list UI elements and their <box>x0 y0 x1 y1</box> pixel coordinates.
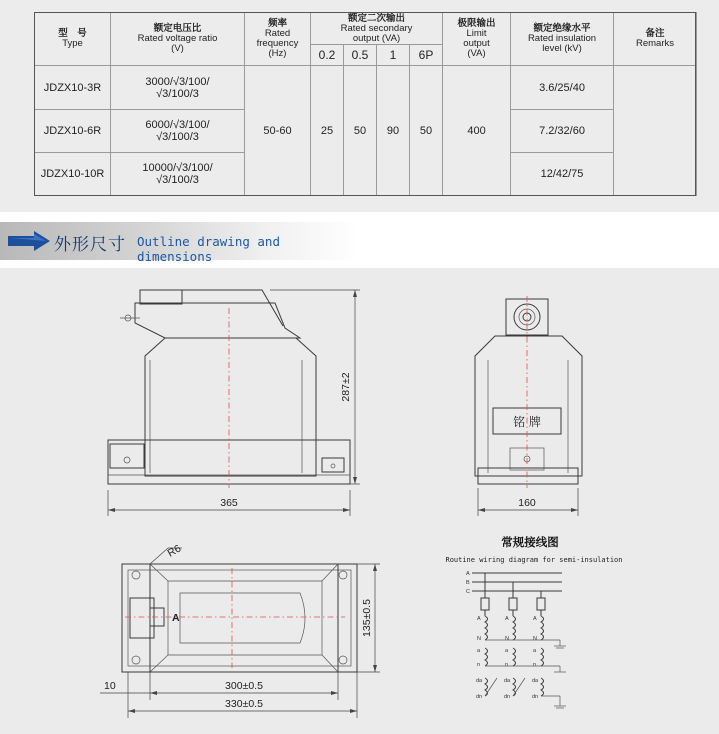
dim-arrow <box>373 665 377 672</box>
top-mount-hole <box>132 571 140 579</box>
header-type: 型 号 Type <box>35 13 111 66</box>
top-chamfer <box>322 564 338 581</box>
terminal-label: da <box>532 678 539 684</box>
terminal-label: A <box>533 616 537 622</box>
front-view <box>108 290 360 516</box>
dim-arrow <box>128 709 135 713</box>
terminal-label: dn <box>476 694 483 700</box>
nameplate-label: 铭 牌 <box>513 415 541 429</box>
header-insulation: 额定绝缘水平 Rated insulation level (kV) <box>511 13 614 66</box>
header-frequency: 频率 Rated frequency (Hz) <box>245 13 311 66</box>
top-chamfer <box>150 564 168 581</box>
dim-arrow <box>108 508 115 512</box>
front-ground-box <box>322 458 344 472</box>
fuse <box>509 598 517 610</box>
front-terminal-box <box>110 444 144 468</box>
terminal-label: n <box>505 662 509 668</box>
dim-arrow <box>373 564 377 571</box>
phase-label: A <box>466 571 470 577</box>
top-mount-hole <box>132 656 140 664</box>
row-type: JDZX10-10R <box>35 153 111 196</box>
top-mount-hole <box>339 571 347 579</box>
row-insulation: 12/42/75 <box>511 153 614 196</box>
terminal-label: n <box>477 662 481 668</box>
transformer-unit <box>476 573 489 700</box>
secondary-coil <box>541 648 544 666</box>
dim-arrow <box>350 709 357 713</box>
top-depth-label: 135±0.5 <box>361 599 373 637</box>
banner-title-cn: 外形尺寸 <box>54 235 126 255</box>
terminal-label: A <box>505 616 509 622</box>
header-ratio: 额定电压比 Rated voltage ratio (V) <box>111 13 245 66</box>
top-offset-label: 10 <box>104 680 116 692</box>
front-top-slope <box>182 290 283 326</box>
row-ratio <box>111 110 245 153</box>
right-arrow-icon <box>8 231 50 251</box>
row-type: JDZX10-3R <box>35 66 111 110</box>
side-width-label: 160 <box>518 497 536 509</box>
front-height-label: 287±2 <box>340 372 352 402</box>
ratio-line-2: √3/100/3 <box>156 87 199 100</box>
phase-label: C <box>466 589 470 595</box>
row-ratio <box>111 66 245 110</box>
top-chamfer <box>322 655 338 672</box>
side-view <box>475 296 582 516</box>
secondary-coil <box>485 648 488 666</box>
wiring-title-en: Routine wiring diagram for semi-insulation <box>445 556 623 564</box>
wiring-diagram <box>445 535 622 708</box>
row-type: JDZX10-6R <box>35 110 111 153</box>
open-delta-link <box>513 678 525 696</box>
spec-table <box>34 12 697 196</box>
outline-drawing <box>0 268 719 734</box>
terminal-label: n <box>533 662 537 668</box>
terminal-label: da <box>504 678 511 684</box>
row-insulation: 3.6/25/40 <box>511 66 614 110</box>
terminal-label: N <box>505 636 509 642</box>
row-ratio <box>111 153 245 196</box>
header-remarks: 备注 Remarks <box>614 13 697 66</box>
primary-coil <box>541 616 544 640</box>
transformer-unit <box>532 591 545 700</box>
row-insulation: 7.2/32/60 <box>511 110 614 153</box>
ratio-line-1: 10000/√3/100/ <box>142 162 213 175</box>
primary-coil <box>485 616 488 640</box>
front-body <box>145 338 316 476</box>
open-delta-link <box>485 678 497 696</box>
terminal-label: a <box>505 648 509 654</box>
front-ground-bolt <box>331 464 335 468</box>
shared-out-0-5: 50 <box>344 66 377 196</box>
dim-arrow <box>331 691 338 695</box>
ratio-line-2: √3/100/3 <box>156 174 199 187</box>
shared-out-1: 90 <box>377 66 410 196</box>
front-top-block <box>135 303 300 338</box>
shared-out-0-2: 25 <box>311 66 344 196</box>
terminal-label: N <box>477 636 481 642</box>
top-radius-label: R6 <box>165 542 184 560</box>
ratio-line-2: √3/100/3 <box>156 131 199 144</box>
terminal-label: N <box>533 636 537 642</box>
top-base-inner <box>128 570 351 666</box>
top-core-window <box>180 593 305 643</box>
remarks-cell <box>614 66 697 196</box>
terminal-label: dn <box>504 694 511 700</box>
primary-coil <box>513 616 516 640</box>
terminal-label: A <box>477 616 481 622</box>
wiring-title-cn: 常规接线图 <box>501 535 559 549</box>
ratio-line-1: 3000/√3/100/ <box>145 75 210 88</box>
dim-arrow <box>478 508 485 512</box>
top-mount-hole <box>339 656 347 664</box>
top-chamfer <box>150 655 168 672</box>
shared-limit: 400 <box>443 66 511 196</box>
header-limit-output: 极限输出 Limit output (VA) <box>443 13 511 66</box>
dim-arrow <box>571 508 578 512</box>
top-mark-a: A <box>172 612 180 624</box>
transformer-unit <box>504 582 517 700</box>
top-outer-width-label: 330±0.5 <box>225 698 263 710</box>
dim-arrow <box>353 477 357 484</box>
front-top-lug <box>140 290 182 304</box>
class-0-2: 0.2 <box>311 45 344 66</box>
drawing-panel <box>0 268 719 734</box>
fuse <box>537 598 545 610</box>
shared-out-6p: 50 <box>410 66 443 196</box>
spec-table-panel <box>0 0 719 212</box>
residual-coil <box>541 678 544 696</box>
header-row-top <box>35 13 697 45</box>
phase-label: B <box>466 580 470 586</box>
terminal-label: da <box>476 678 483 684</box>
top-body-inner <box>168 581 322 655</box>
banner-title-en: Outline drawing and dimensions <box>137 234 280 264</box>
top-inner-width-label: 300±0.5 <box>225 680 263 692</box>
front-bolt <box>124 457 130 463</box>
class-6p: 6P <box>410 45 443 66</box>
dim-arrow <box>150 691 157 695</box>
terminal-label: a <box>477 648 481 654</box>
top-view <box>100 542 380 718</box>
front-width-label: 365 <box>220 497 238 509</box>
shared-frequency: 50-60 <box>245 66 311 196</box>
header-secondary-output: 额定二次输出 Rated secondary output (VA) <box>311 13 443 45</box>
class-1: 1 <box>377 45 410 66</box>
side-body <box>475 336 582 476</box>
table-row <box>35 66 697 110</box>
dim-arrow <box>353 290 357 297</box>
class-0-5: 0.5 <box>344 45 377 66</box>
section-banner <box>0 222 360 264</box>
terminal-label: dn <box>532 694 539 700</box>
ratio-line-1: 6000/√3/100/ <box>145 119 210 132</box>
dim-arrow <box>343 508 350 512</box>
fuse <box>481 598 489 610</box>
terminal-label: a <box>533 648 537 654</box>
secondary-coil <box>513 648 516 666</box>
